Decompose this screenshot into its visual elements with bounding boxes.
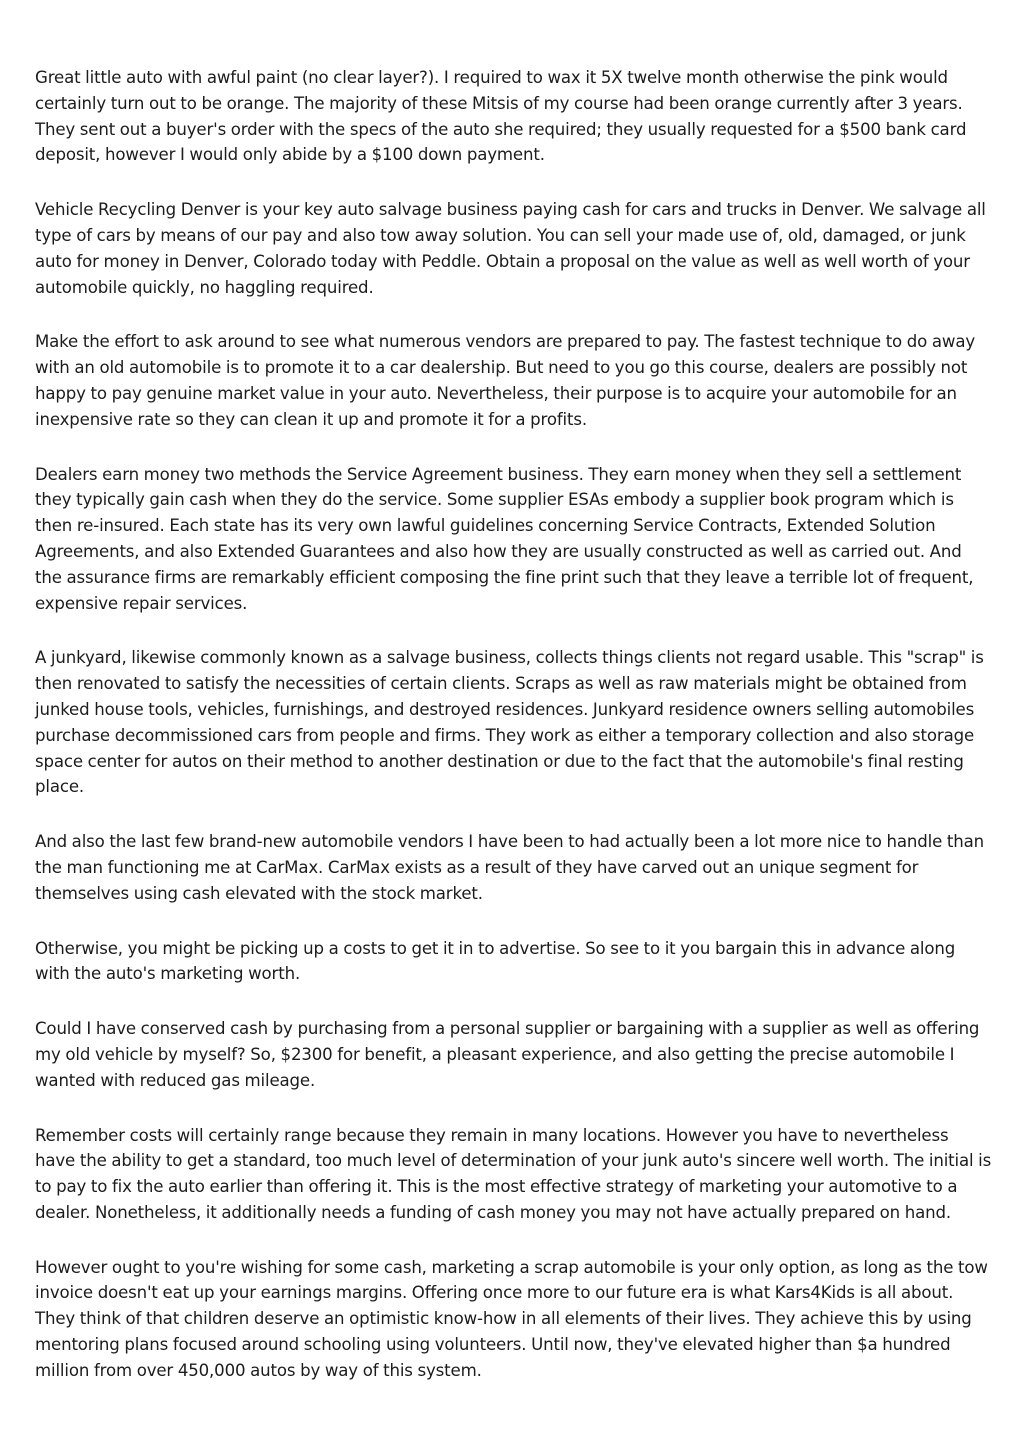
paragraph: Make the effort to ask around to see what numerous vendors are prepared to pay. The fastest technique to do away with an old automobile is to promote it to a car dealership. But need to you go this course, dealers are possibly not happy to pay genuine market value in your auto. Nevertheless, their purpose is to acquire your automobile for an inexpensive rate so they can clean it up and promote it for a profits. bbox=[35, 332, 976, 429]
paragraph: Remember costs will certainly range because they remain in many locations. However you have to nevertheless have the ability to get a standard, too much level of determination of your junk auto's sincere well worth. The initial is to pay to fix the auto earlier than offering it. This is the most effective strategy of marketing your automotive to a dealer. Nonetheless, it additionally needs a funding of cash money you may not have actually prepared on hand. bbox=[35, 1125, 992, 1222]
paragraph: Otherwise, you might be picking up a costs to get it in to advertise. So see to it you bargain this in advance along with the auto's marketing worth. bbox=[35, 938, 956, 984]
paragraph: Great little auto with awful paint (no clear layer?). I required to wax it 5X twelve month otherwise the pink would certainly turn out to be orange. The majority of these Mitsis of my course had been orange currently after 3 years. They sent out a buyer's order with the specs of the auto she required; they usually requested for a $500 bank card deposit, however I would only abide by a $100 down payment. bbox=[35, 68, 967, 165]
paragraph: However ought to you're wishing for some cash, marketing a scrap automobile is your only option, as long as the tow invoice doesn't eat up your earnings margins. Offering once more to our future era is what Kars4Kids is all about. They think of that children deserve an optimistic know-how in all elements of their lives. They achieve this by using mentoring plans focused around schooling using volunteers. Until now, they've elevated higher than $a hundred million from over 450,000 autos by way of this system. bbox=[35, 1257, 988, 1380]
document-body bbox=[35, 65, 993, 1413]
paragraph: Could I have conserved cash by purchasing from a personal supplier or bargaining with a supplier as well as offering my old vehicle by myself? So, $2300 for benefit, a pleasant experience, and also getting the precise automobile I wanted with reduced gas mileage. bbox=[35, 1019, 980, 1090]
paragraph: And also the last few brand-new automobile vendors I have been to had actually been a lot more nice to handle than the man functioning me at CarMax. CarMax exists as a result of they have carved out an unique segment for themselves using cash elevated with the stock market. bbox=[35, 832, 984, 903]
paragraph: Vehicle Recycling Denver is your key auto salvage business paying cash for cars and trucks in Denver. We salvage all type of cars by means of our pay and also tow away solution. You can sell your made use of, old, damaged, or junk auto for money in Denver, Colorado today with Peddle. Obtain a proposal on the value as well as well worth of your automobile quickly, no haggling required. bbox=[35, 200, 986, 297]
paragraph: Dealers earn money two methods the Service Agreement business. They earn money when they sell a settlement they typically gain cash when they do the service. Some supplier ESAs embody a supplier book program which is then re-insured. Each state has its very own lawful guidelines concerning Service Contracts, Extended Solution Agreements, and also Extended Guarantees and also how they are usually constructed as well as carried out. And the assurance firms are remarkably efficient composing the fine print such that they leave a terrible lot of frequent, expensive repair services. bbox=[35, 464, 974, 613]
paragraph: A junkyard, likewise commonly known as a salvage business, collects things clients not regard usable. This "scrap" is then renovated to satisfy the necessities of certain clients. Scraps as well as raw materials might be obtained from junked house tools, vehicles, furnishings, and destroyed residences. Junkyard residence owners selling automobiles purchase decommissioned cars from people and firms. They work as either a temporary collection and also storage space center for autos on their method to another destination or due to the fact that the automobile's final resting place. bbox=[35, 648, 984, 797]
